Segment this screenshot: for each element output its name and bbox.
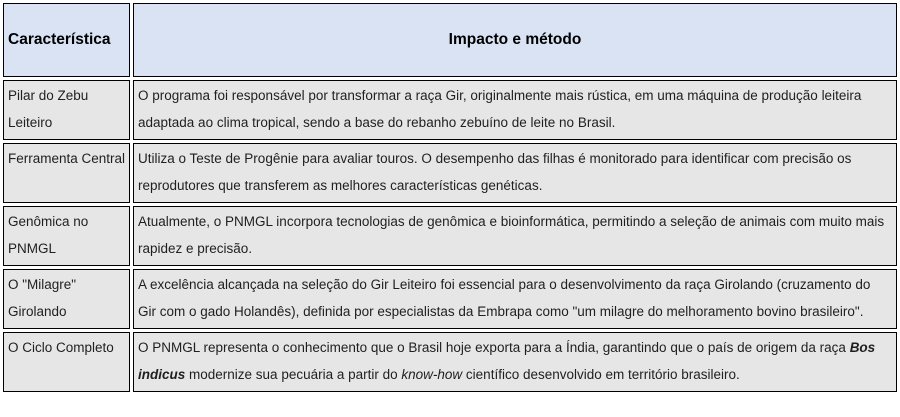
impact-text-segment-bos-indicus: Bos indicus — [138, 340, 876, 382]
impact-cell-milagre-girolando: A excelência alcançada na seleção do Gir Leiteiro foi essencial para o desenvolvimento da raça Girolando (cruzamento do Gir com o gado Holandês), definida por especialistas da Embrapa como "um milagre do melhoramento bovino brasileiro". — [133, 269, 897, 329]
table-row — [3, 80, 897, 140]
table-row — [3, 269, 897, 329]
feature-cell-pilar-do-zebu-leiteiro: Pilar do Zebu Leiteiro — [3, 80, 130, 140]
feature-cell-genomica-no-pnmgl: Genômica no PNMGL — [3, 206, 130, 266]
impact-text-segment: O PNMGL representa o conhecimento que o Brasil hoje exporta para a Índia, garantindo que o país de origem da raça — [138, 340, 850, 355]
impact-text-segment: científico desenvolvido em território brasileiro. — [462, 367, 740, 382]
impact-cell-ferramenta-central: Utiliza o Teste de Progênie para avaliar touros. O desempenho das filhas é monitorado para identificar com precisão os reprodutores que transferem as melhores características genéticas. — [133, 143, 897, 203]
impact-text-segment: modernize sua pecuária a partir do — [185, 367, 402, 382]
table-header-row — [3, 3, 897, 77]
column-header-caracteristica: Característica — [3, 3, 130, 77]
feature-cell-ferramenta-central: Ferramenta Central — [3, 143, 130, 203]
impact-cell-pilar-do-zebu-leiteiro: O programa foi responsável por transformar a raça Gir, originalmente mais rústica, em uma máquina de produção leiteira adaptada ao clima tropical, sendo a base do rebanho zebuíno de leite no Brasil. — [133, 80, 897, 140]
impact-text-segment-know-how: know-how — [401, 367, 463, 382]
column-header-impacto-e-metodo: Impacto e método — [133, 3, 897, 77]
table-row — [3, 332, 897, 392]
feature-cell-milagre-girolando: O "Milagre" Girolando — [3, 269, 130, 329]
impact-cell-genomica-no-pnmgl: Atualmente, o PNMGL incorpora tecnologias de genômica e bioinformática, permitindo a seleção de animais com muito mais rapidez e precisão. — [133, 206, 897, 266]
table-row — [3, 143, 897, 203]
feature-cell-o-ciclo-completo: O Ciclo Completo — [3, 332, 130, 392]
table-row — [3, 206, 897, 266]
impact-cell-o-ciclo-completo — [133, 332, 897, 392]
